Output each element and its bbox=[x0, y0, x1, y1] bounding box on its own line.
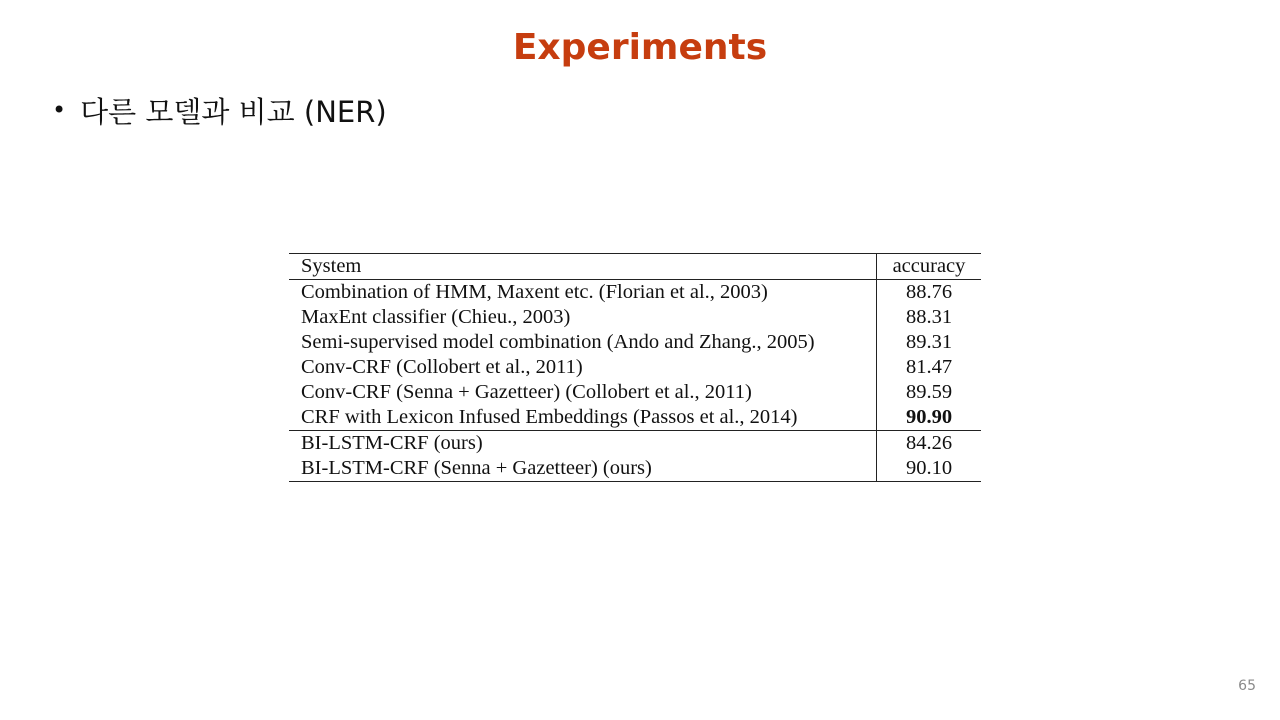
system-cell: CRF with Lexicon Infused Embeddings (Passos et al., 2014) bbox=[301, 406, 798, 428]
header-accuracy: accuracy bbox=[877, 254, 982, 280]
accuracy-cell: 88.31 bbox=[877, 305, 982, 330]
table-header-row bbox=[289, 254, 981, 280]
system-cell: BI-LSTM-CRF (ours) bbox=[301, 432, 483, 454]
best-accuracy-cell: 90.90 bbox=[877, 405, 982, 431]
bullet-icon: • bbox=[52, 96, 67, 124]
accuracy-cell: 90.10 bbox=[877, 456, 982, 482]
system-cell: BI-LSTM-CRF (Senna + Gazetteer) (ours) bbox=[301, 457, 652, 479]
system-cell: MaxEnt classifier (Chieu., 2003) bbox=[301, 306, 571, 328]
page-number: 65 bbox=[1238, 678, 1256, 694]
table-row-ours bbox=[289, 456, 981, 482]
system-cell: Semi-supervised model combination (Ando and Zhang., 2005) bbox=[301, 331, 815, 353]
accuracy-cell: 88.76 bbox=[877, 280, 982, 306]
accuracy-cell: 89.31 bbox=[877, 330, 982, 355]
table-row bbox=[289, 330, 981, 355]
table-row bbox=[289, 355, 981, 380]
ner-results-table bbox=[289, 253, 981, 482]
system-cell: Conv-CRF (Collobert et al., 2011) bbox=[301, 356, 583, 378]
system-cell: Conv-CRF (Senna + Gazetteer) (Collobert et al., 2011) bbox=[301, 381, 752, 403]
accuracy-cell: 81.47 bbox=[877, 355, 982, 380]
bullet-text: 다른 모델과 비교 (NER) bbox=[80, 94, 387, 129]
table-row bbox=[289, 380, 981, 405]
bullet-item bbox=[52, 88, 387, 132]
table-row-ours bbox=[289, 431, 981, 457]
accuracy-cell: 89.59 bbox=[877, 380, 982, 405]
accuracy-cell: 84.26 bbox=[877, 431, 982, 457]
table-row bbox=[289, 280, 981, 306]
slide-title: Experiments bbox=[512, 27, 768, 68]
system-cell: Combination of HMM, Maxent etc. (Florian et al., 2003) bbox=[301, 281, 768, 303]
table-row bbox=[289, 405, 981, 431]
header-system: System bbox=[301, 255, 362, 277]
table-row bbox=[289, 305, 981, 330]
